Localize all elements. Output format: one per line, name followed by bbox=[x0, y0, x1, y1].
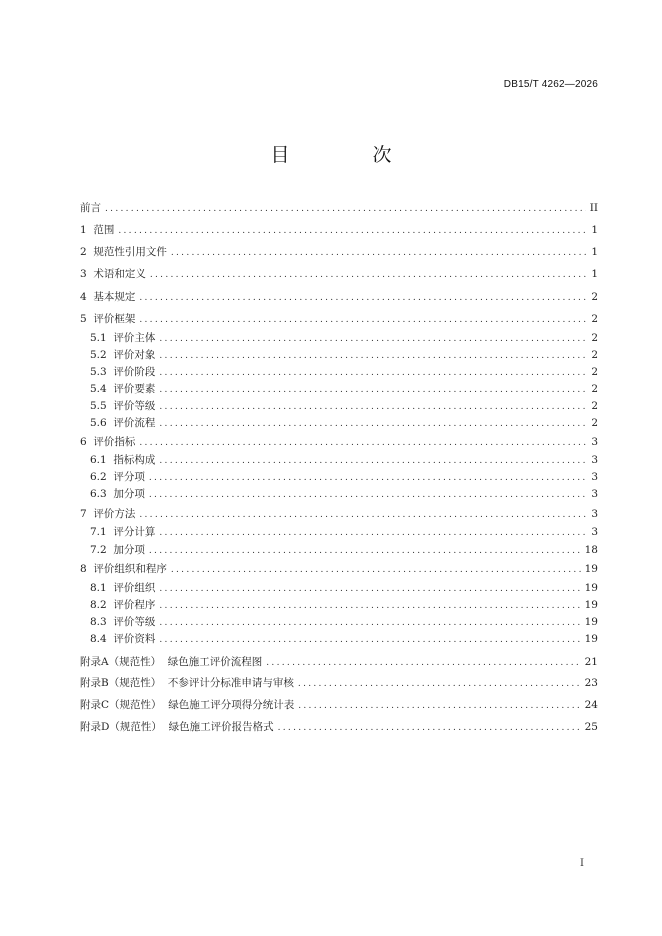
toc-entry-number: 附录B（规范性） bbox=[80, 677, 168, 689]
toc-entry[interactable] bbox=[90, 330, 598, 346]
toc-entry-title: 评价流程 bbox=[113, 417, 156, 429]
toc-dot-leader bbox=[298, 698, 580, 714]
toc-entry-number: 8.3 bbox=[90, 616, 114, 628]
toc-entry-page: 3 bbox=[591, 454, 598, 466]
toc-entry-title: 评价组织 bbox=[113, 582, 156, 594]
toc-entry-title: 绿色施工评价流程图 bbox=[167, 656, 263, 668]
toc-entry-number: 7 bbox=[80, 508, 94, 520]
toc-entry[interactable] bbox=[90, 580, 598, 596]
toc-entry-title: 加分项 bbox=[113, 544, 145, 556]
toc-entry-number: 附录C（规范性） bbox=[80, 699, 169, 711]
toc-entry-number: 5.1 bbox=[90, 332, 114, 344]
toc-entry[interactable] bbox=[80, 506, 598, 522]
toc-entry[interactable] bbox=[80, 654, 598, 670]
toc-entry-number: 6.1 bbox=[90, 454, 114, 466]
toc-entry-number: 5 bbox=[80, 313, 94, 325]
toc-dot-leader bbox=[159, 416, 586, 432]
toc-entry[interactable] bbox=[80, 200, 598, 216]
toc-entry-title: 评价主体 bbox=[113, 332, 156, 344]
toc-entry[interactable] bbox=[90, 415, 598, 431]
toc-dot-leader bbox=[139, 290, 586, 306]
toc-entry-page: 19 bbox=[584, 633, 598, 645]
page-title: 目 次 bbox=[270, 144, 424, 166]
toc-entry-page: II bbox=[589, 202, 598, 214]
toc-entry-title: 评价要素 bbox=[113, 383, 156, 395]
toc-entry-page: 23 bbox=[584, 677, 598, 689]
toc-entry-number: 7.1 bbox=[90, 526, 114, 538]
toc-entry-number: 7.2 bbox=[90, 544, 114, 556]
toc-entry-page: 2 bbox=[591, 366, 598, 378]
toc-entry-title: 评价对象 bbox=[113, 349, 156, 361]
toc-dot-leader bbox=[171, 245, 586, 261]
toc-entry-title: 指标构成 bbox=[113, 454, 156, 466]
toc-entry[interactable] bbox=[90, 542, 598, 558]
toc-entry-title: 绿色施工评价报告格式 bbox=[168, 721, 274, 733]
toc-entry-number: 5.4 bbox=[90, 383, 114, 395]
toc-dot-leader bbox=[159, 348, 586, 364]
toc-entry-title: 评价组织和程序 bbox=[93, 563, 167, 575]
toc-entry-title: 评价方法 bbox=[93, 508, 136, 520]
toc-entry-number: 8.1 bbox=[90, 582, 114, 594]
toc-entry-title: 评分项 bbox=[113, 471, 145, 483]
toc-entry-page: 3 bbox=[591, 488, 598, 500]
toc-dot-leader bbox=[139, 435, 586, 451]
toc-entry[interactable] bbox=[80, 244, 598, 260]
toc-entry[interactable] bbox=[90, 364, 598, 380]
toc-entry-number: 5.3 bbox=[90, 366, 114, 378]
toc-entry-page: 2 bbox=[591, 383, 598, 395]
toc-entry[interactable] bbox=[90, 614, 598, 630]
toc-entry-number: 8.2 bbox=[90, 599, 114, 611]
toc-entry[interactable] bbox=[80, 561, 598, 577]
toc-entry[interactable] bbox=[80, 222, 598, 238]
toc-entry-page: 19 bbox=[584, 563, 598, 575]
toc-entry-page: 21 bbox=[584, 656, 598, 668]
toc-entry-title: 评价程序 bbox=[113, 599, 156, 611]
toc-entry-title: 加分项 bbox=[113, 488, 145, 500]
toc-entry[interactable] bbox=[90, 347, 598, 363]
toc-dot-leader bbox=[139, 312, 586, 328]
toc-entry-page: 19 bbox=[584, 582, 598, 594]
toc-entry-title: 绿色施工评分项得分统计表 bbox=[168, 699, 295, 711]
toc-dot-leader bbox=[171, 562, 581, 578]
toc-entry[interactable] bbox=[80, 434, 598, 450]
toc-entry-number: 4 bbox=[80, 291, 94, 303]
toc-entry[interactable] bbox=[80, 675, 598, 691]
toc-entry[interactable] bbox=[80, 697, 598, 713]
toc-entry-page: 2 bbox=[591, 313, 598, 325]
toc-entry-number: 8.4 bbox=[90, 633, 114, 645]
toc-entry-title: 评分计算 bbox=[113, 526, 156, 538]
toc-entry-number: 5.2 bbox=[90, 349, 114, 361]
toc-entry-page: 24 bbox=[584, 699, 598, 711]
toc-entry-title: 范围 bbox=[93, 224, 115, 236]
toc-dot-leader bbox=[150, 267, 586, 283]
toc-entry[interactable] bbox=[90, 486, 598, 502]
toc-entry[interactable] bbox=[80, 311, 598, 327]
toc-entry[interactable] bbox=[90, 631, 598, 647]
toc-dot-leader bbox=[159, 382, 586, 398]
toc-dot-leader bbox=[159, 615, 580, 631]
toc-entry-title: 评价等级 bbox=[113, 400, 156, 412]
toc-entry-title: 基本规定 bbox=[93, 291, 136, 303]
toc-entry-title: 术语和定义 bbox=[93, 268, 146, 280]
toc-entry-title: 不参评计分标准申请与审核 bbox=[167, 677, 294, 689]
toc-entry-number: 6.2 bbox=[90, 471, 114, 483]
toc-entry-page: 3 bbox=[591, 526, 598, 538]
toc-entry[interactable] bbox=[90, 524, 598, 540]
toc-entry[interactable] bbox=[90, 381, 598, 397]
toc-entry-page: 2 bbox=[591, 291, 598, 303]
toc-entry-title: 评价指标 bbox=[93, 436, 136, 448]
toc-entry-title: 评价阶段 bbox=[113, 366, 156, 378]
toc-dot-leader bbox=[159, 581, 580, 597]
toc-entry-number: 8 bbox=[80, 563, 94, 575]
toc-entry[interactable] bbox=[90, 469, 598, 485]
toc-entry-page: 1 bbox=[591, 246, 598, 258]
toc-entry[interactable] bbox=[80, 266, 598, 282]
toc-entry[interactable] bbox=[90, 452, 598, 468]
toc-dot-leader bbox=[298, 676, 581, 692]
toc-entry-number: 附录D（规范性） bbox=[80, 721, 169, 733]
toc-entry-number: 5.6 bbox=[90, 417, 114, 429]
toc-dot-leader bbox=[149, 543, 581, 559]
toc-dot-leader bbox=[149, 470, 586, 486]
toc-entry-page: 2 bbox=[591, 332, 598, 344]
toc-dot-leader bbox=[139, 507, 586, 523]
toc-entry-page: 2 bbox=[591, 349, 598, 361]
toc-dot-leader bbox=[159, 365, 586, 381]
toc-dot-leader bbox=[149, 487, 586, 503]
toc-entry-page: 1 bbox=[591, 224, 598, 236]
toc-dot-leader bbox=[118, 223, 586, 239]
toc-dot-leader bbox=[105, 201, 586, 217]
toc-entry-page: 1 bbox=[591, 268, 598, 280]
toc-entry[interactable] bbox=[90, 398, 598, 414]
toc-entry-title: 前言 bbox=[80, 202, 101, 214]
toc-dot-leader bbox=[159, 331, 586, 347]
toc-entry[interactable] bbox=[90, 597, 598, 613]
toc-entry-number: 附录A（规范性） bbox=[80, 656, 168, 668]
toc-entry[interactable] bbox=[80, 289, 598, 305]
toc-entry-page: 3 bbox=[591, 471, 598, 483]
page-number: I bbox=[580, 858, 584, 869]
toc-entry-page: 3 bbox=[591, 436, 598, 448]
toc-dot-leader bbox=[159, 399, 586, 415]
toc-entry-page: 2 bbox=[591, 417, 598, 429]
toc-entry-title: 规范性引用文件 bbox=[93, 246, 167, 258]
toc-entry-page: 25 bbox=[584, 721, 598, 733]
toc-entry[interactable] bbox=[80, 719, 598, 735]
toc-entry-number: 5.5 bbox=[90, 400, 114, 412]
toc-dot-leader bbox=[159, 453, 586, 469]
toc-entry-title: 评价等级 bbox=[113, 616, 156, 628]
toc-entry-number: 6 bbox=[80, 436, 94, 448]
toc-entry-page: 19 bbox=[584, 616, 598, 628]
toc-dot-leader bbox=[159, 525, 586, 541]
toc-entry-title: 评价资料 bbox=[113, 633, 156, 645]
toc-dot-leader bbox=[278, 720, 581, 736]
toc-entry-page: 3 bbox=[591, 508, 598, 520]
toc-entry-page: 2 bbox=[591, 400, 598, 412]
toc-dot-leader bbox=[266, 655, 580, 671]
toc-entry-number: 2 bbox=[80, 246, 94, 258]
toc-entry-page: 19 bbox=[584, 599, 598, 611]
toc-entry-number: 3 bbox=[80, 268, 94, 280]
toc-entry-title: 评价框架 bbox=[93, 313, 136, 325]
toc-entry-number: 1 bbox=[80, 224, 94, 236]
toc-dot-leader bbox=[159, 598, 580, 614]
document-code: DB15/T 4262—2026 bbox=[503, 79, 598, 90]
toc-dot-leader bbox=[159, 632, 580, 648]
toc-entry-page: 18 bbox=[584, 544, 598, 556]
toc-entry-number: 6.3 bbox=[90, 488, 114, 500]
